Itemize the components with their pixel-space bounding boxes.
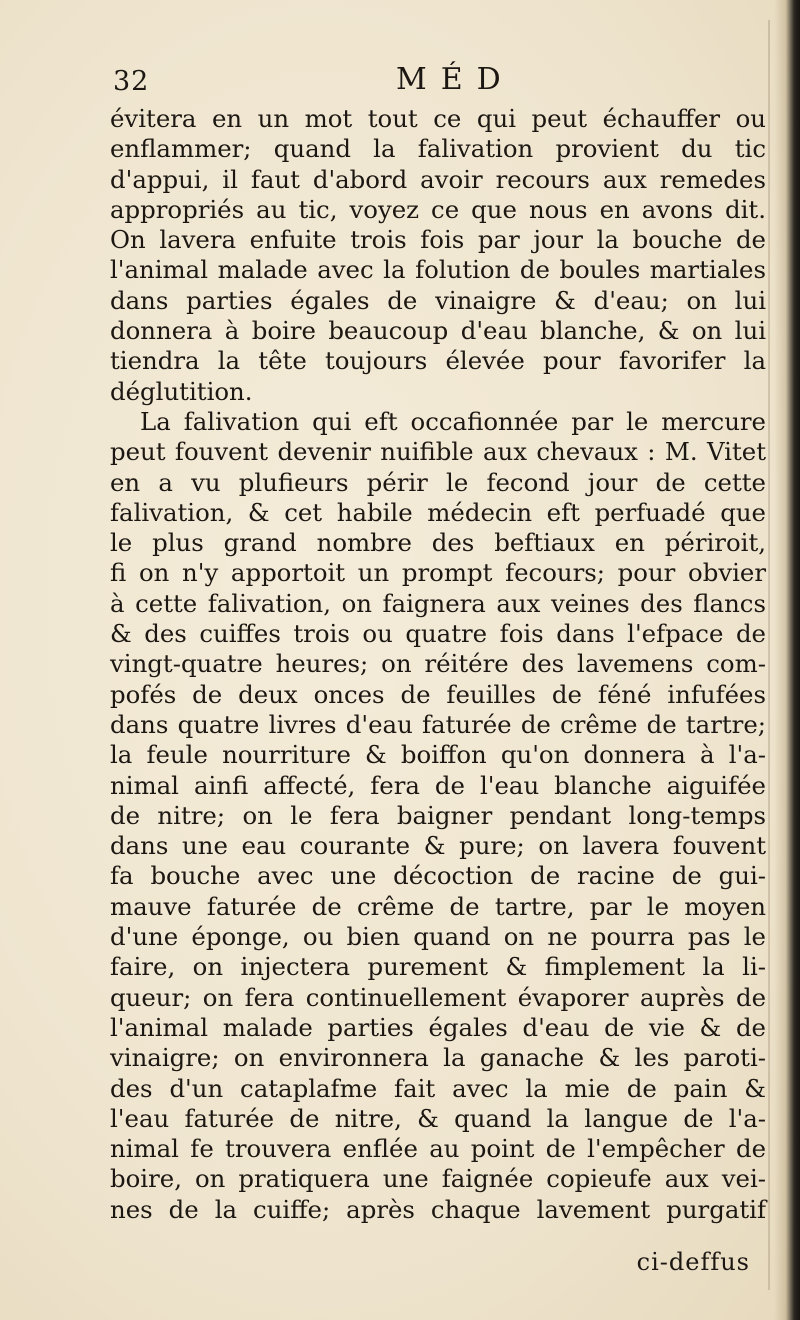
running-head: MÉD — [396, 62, 515, 97]
text-line: peut fouvent devenir nuifible aux chevaux : M. Vitet — [110, 437, 766, 467]
text-line: appropriés au tic, voyez ce que nous en avons dit. — [110, 194, 766, 224]
text-line: nimal fe trouvera enflée au point de l'empêcher de — [110, 1134, 766, 1164]
text-line: déglutition. — [110, 376, 253, 406]
text-line: dans une eau courante & pure; on lavera fouvent — [110, 831, 766, 861]
text-line: & des cuiffes trois ou quatre fois dans l'efpace de — [110, 619, 766, 649]
text-line: en a vu plufieurs périr le fecond jour de cette — [110, 467, 766, 497]
text-line: vinaigre; on environnera la ganache & les paroti- — [110, 1043, 766, 1073]
text-line: enflammer; quand la falivation provient du tic — [110, 134, 766, 164]
text-line: dans parties égales de vinaigre & d'eau; on lui — [110, 285, 766, 315]
text-line: l'animal malade avec la folution de boules martiales — [110, 255, 766, 285]
text-line: à cette falivation, on faignera aux veines des flancs — [110, 588, 766, 618]
page-header — [0, 60, 800, 100]
text-line: d'appui, il faut d'abord avoir recours aux remedes — [110, 164, 766, 194]
catchword: ci-deffus — [636, 1248, 750, 1276]
text-line: évitera en un mot tout ce qui peut échauffer ou — [110, 104, 766, 133]
text-line: On lavera enfuite trois fois par jour la bouche de — [110, 225, 766, 255]
text-line: dans quatre livres d'eau faturée de crême de tartre; — [110, 709, 766, 739]
text-line: pofés de deux onces de feuilles de féné infufées — [110, 679, 766, 709]
text-line: queur; on fera continuellement évaporer auprès de — [110, 982, 766, 1012]
text-line: faire, on injectera purement & fimplement la li- — [110, 952, 766, 982]
text-line: vingt-quatre heures; on réitére des lavemens com- — [110, 649, 766, 679]
gutter-shadow — [768, 20, 770, 1290]
text-line: mauve faturée de crême de tartre, par le moyen — [110, 891, 766, 921]
page-edge — [774, 0, 800, 1320]
text-line: d'une éponge, ou bien quand on ne pourra pas le — [110, 922, 766, 952]
text-line: le plus grand nombre des beftiaux en périroit, — [110, 528, 766, 558]
text-line: nimal ainfi affecté, fera de l'eau blanche aiguifée — [110, 770, 766, 800]
text-line: boire, on pratiquera une faignée copieufe aux vei- — [110, 1164, 766, 1194]
text-line: tiendra la tête toujours élevée pour favorifer la — [110, 346, 766, 376]
text-line: donnera à boire beaucoup d'eau blanche, & on lui — [110, 316, 766, 346]
text-line: nes de la cuiffe; après chaque lavement purgatif — [110, 1194, 766, 1224]
paragraph-start-line: La falivation qui eft occafionnée par le mercure — [140, 406, 766, 436]
text-line: de nitre; on le fera baigner pendant long-temps — [110, 800, 766, 830]
text-line: fa bouche avec une décoction de racine de gui- — [110, 861, 766, 891]
text-line: la feule nourriture & boiffon qu'on donnera à l'a- — [110, 740, 766, 770]
body-text — [110, 104, 766, 1225]
text-line: des d'un cataplafme fait avec la mie de pain & — [110, 1073, 766, 1103]
text-line: falivation, & cet habile médecin eft perfuadé que — [110, 497, 766, 527]
text-line: fi on n'y apportoit un prompt fecours; pour obvier — [110, 558, 766, 588]
page-number: 32 — [113, 66, 150, 97]
text-line: l'animal malade parties égales d'eau de vie & de — [110, 1012, 766, 1042]
text-line: l'eau faturée de nitre, & quand la langue de l'a- — [110, 1103, 766, 1133]
